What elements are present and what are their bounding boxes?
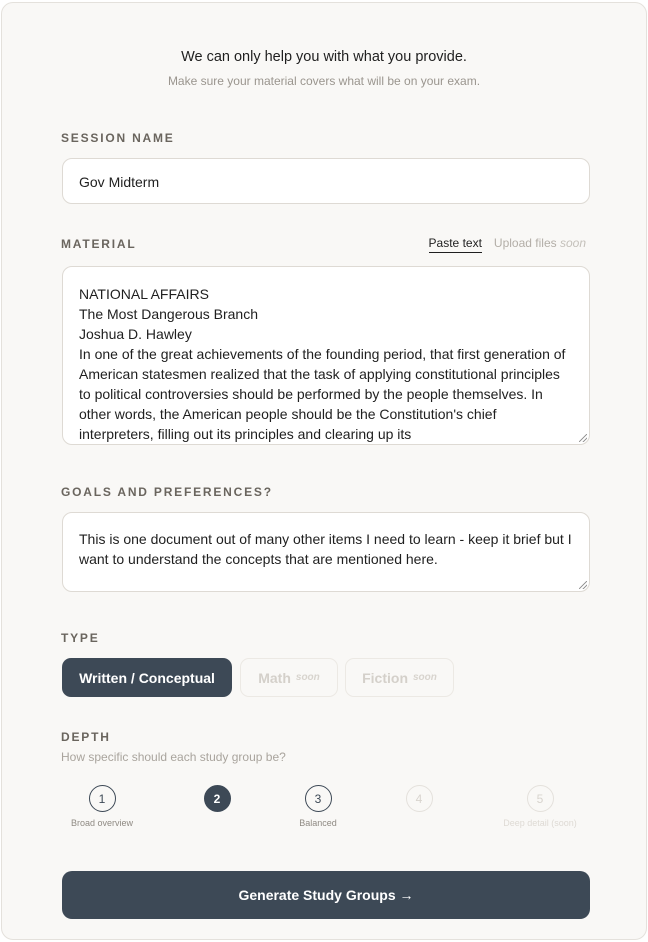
step-caption: Balanced [299, 818, 337, 828]
goals-textarea[interactable] [62, 512, 590, 592]
step-circle: 1 [89, 785, 116, 812]
tab-upload-label: Upload files [493, 236, 557, 250]
goals-text: This is one document out of many other items I need to learn - keep it brief but I want to understand the concepts that are mentioned here. [79, 531, 572, 567]
goals-label: GOALS AND PREFERENCES? [61, 485, 273, 499]
step-circle: 2 [204, 785, 231, 812]
step-circle: 5 [527, 785, 554, 812]
resize-handle[interactable] [579, 581, 587, 589]
material-label: MATERIAL [61, 237, 137, 251]
type-written-conceptual[interactable]: Written / Conceptual [62, 658, 232, 697]
depth-step-5[interactable] [480, 785, 600, 828]
step-caption: Broad overview [70, 818, 134, 828]
type-math[interactable] [240, 658, 338, 697]
material-line: NATIONAL AFFAIRS [79, 286, 209, 302]
depth-step-1[interactable] [42, 785, 162, 828]
step-circle: 3 [305, 785, 332, 812]
depth-hint: How specific should each study group be? [61, 750, 286, 764]
material-line: In one of the great achievements of the founding period, that first generation of American statesmen realized that the task of applying constitutional principles to political controversies should be performed by the people themselves. In other words, the American people should be the Constitution's chief interpreters, filling out its principles and clearing up its [79, 346, 566, 442]
tab-paste-text[interactable]: Paste text [429, 236, 482, 253]
study-setup-card [1, 2, 647, 940]
session-name-input[interactable]: Gov Midterm [62, 158, 590, 204]
soon-badge: soon [295, 672, 320, 683]
resize-handle[interactable] [579, 434, 587, 442]
material-line: The Most Dangerous Branch [79, 306, 258, 322]
session-name-label: SESSION NAME [61, 131, 175, 145]
depth-step-4[interactable] [359, 785, 479, 818]
step-caption: Deep detail (soon) [503, 818, 577, 828]
type-fiction[interactable] [345, 658, 454, 697]
page-title: We can only help you with what you provide. [181, 49, 467, 65]
step-circle: 4 [406, 785, 433, 812]
material-tabs [429, 236, 586, 253]
type-label: TYPE [61, 631, 100, 645]
material-line: Joshua D. Hawley [79, 326, 192, 342]
type-math-label: Math [258, 669, 291, 686]
tab-upload-files[interactable] [494, 236, 586, 253]
type-fiction-label: Fiction [362, 669, 408, 686]
generate-study-groups-button[interactable]: Generate Study Groups → [62, 871, 590, 919]
soon-badge: soon [413, 672, 437, 683]
depth-label: DEPTH [61, 730, 111, 744]
soon-badge: soon [559, 236, 586, 250]
material-textarea[interactable] [62, 266, 590, 445]
page-subtitle: Make sure your material covers what will be on your exam. [167, 74, 481, 88]
